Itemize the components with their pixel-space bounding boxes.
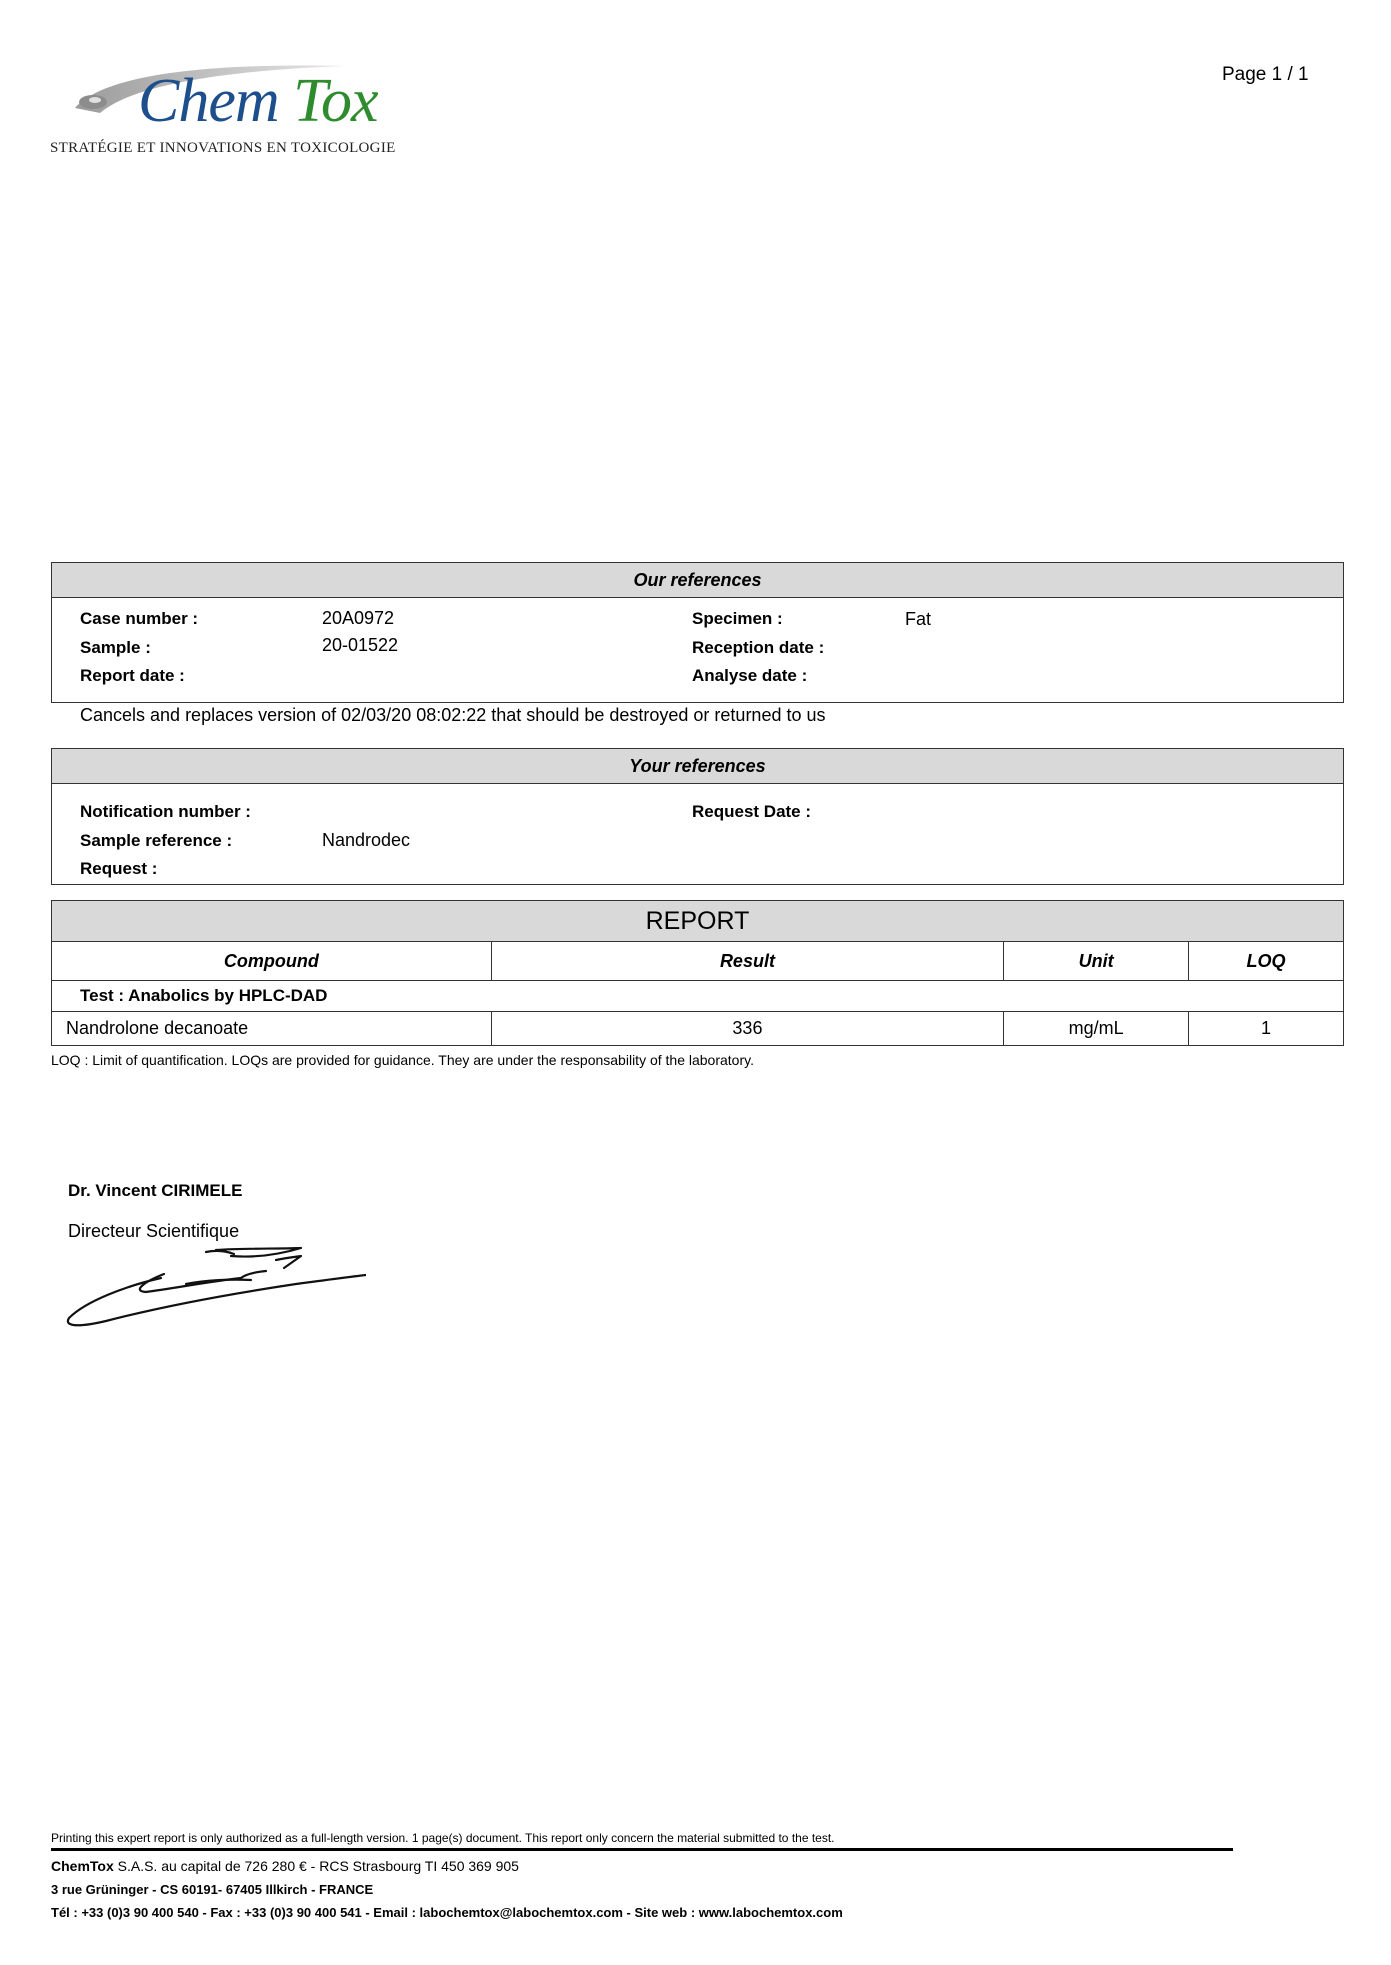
report-date-label: Report date : bbox=[80, 666, 185, 685]
test-label: Test : Anabolics by HPLC-DAD bbox=[52, 981, 1344, 1012]
column-header-result: Result bbox=[491, 942, 1004, 981]
signature-icon bbox=[66, 1246, 366, 1346]
sample-reference-label: Sample reference : bbox=[80, 831, 233, 850]
loq-note: LOQ : Limit of quantification. LOQs are provided for guidance. They are under the responsability of the laboratory. bbox=[51, 1052, 754, 1068]
logo-wordmark bbox=[138, 66, 377, 137]
sample-label: Sample : bbox=[80, 638, 151, 657]
column-header-unit: Unit bbox=[1004, 942, 1189, 981]
your-references-box bbox=[51, 748, 1344, 885]
footer-address: 3 rue Grüninger - CS 60191- 67405 Illkirch - FRANCE bbox=[51, 1882, 374, 1897]
page-number: Page 1 / 1 bbox=[1222, 64, 1309, 85]
footer-divider bbox=[51, 1848, 1233, 1851]
sample-value: 20-01522 bbox=[322, 635, 399, 655]
case-number-label: Case number : bbox=[80, 609, 199, 628]
unit-cell: mg/mL bbox=[1004, 1012, 1189, 1046]
logo-tox: Tox bbox=[293, 67, 378, 135]
logo-chem: Chem bbox=[138, 67, 279, 135]
report-title: REPORT bbox=[52, 901, 1344, 942]
report-table bbox=[51, 900, 1344, 1046]
compound-cell: Nandrolone decanoate bbox=[52, 1012, 492, 1046]
signatory-title: Directeur Scientifique bbox=[68, 1221, 240, 1241]
request-date-label: Request Date : bbox=[692, 802, 812, 821]
chemtox-logo bbox=[50, 58, 440, 168]
logo-tagline: STRATÉGIE ET INNOVATIONS EN TOXICOLOGIE bbox=[50, 140, 396, 156]
footer-disclaimer: Printing this expert report is only authorized as a full-length version. 1 page(s) document. This report only concern the material submitted to the test. bbox=[51, 1831, 835, 1845]
footer-contact: Tél : +33 (0)3 90 400 540 - Fax : +33 (0)3 90 400 541 - Email : labochemtox@labochemtox.com - Site web : www.labochemtox.com bbox=[51, 1905, 843, 1920]
reception-date-label: Reception date : bbox=[692, 638, 825, 657]
notification-number-label: Notification number : bbox=[80, 802, 251, 821]
your-references-title: Your references bbox=[52, 749, 1343, 784]
loq-cell: 1 bbox=[1189, 1012, 1344, 1046]
footer-company-name: ChemTox bbox=[51, 1858, 114, 1874]
our-references-box bbox=[51, 562, 1344, 703]
specimen-label: Specimen : bbox=[692, 609, 783, 628]
table-row bbox=[52, 1012, 1344, 1046]
footer-company bbox=[51, 1858, 519, 1874]
request-label: Request : bbox=[80, 859, 158, 878]
result-cell: 336 bbox=[491, 1012, 1004, 1046]
column-header-loq: LOQ bbox=[1189, 942, 1344, 981]
sample-reference-value: Nandrodec bbox=[322, 830, 411, 850]
footer-company-details: S.A.S. au capital de 726 280 € - RCS Strasbourg TI 450 369 905 bbox=[113, 1858, 519, 1874]
column-header-compound: Compound bbox=[52, 942, 492, 981]
cancel-note: Cancels and replaces version of 02/03/20 08:02:22 that should be destroyed or returned to us bbox=[80, 705, 826, 725]
case-number-value: 20A0972 bbox=[322, 608, 395, 628]
signatory-name: Dr. Vincent CIRIMELE bbox=[68, 1181, 243, 1200]
specimen-value: Fat bbox=[905, 609, 932, 629]
analyse-date-label: Analyse date : bbox=[692, 666, 808, 685]
our-references-title: Our references bbox=[52, 563, 1343, 598]
